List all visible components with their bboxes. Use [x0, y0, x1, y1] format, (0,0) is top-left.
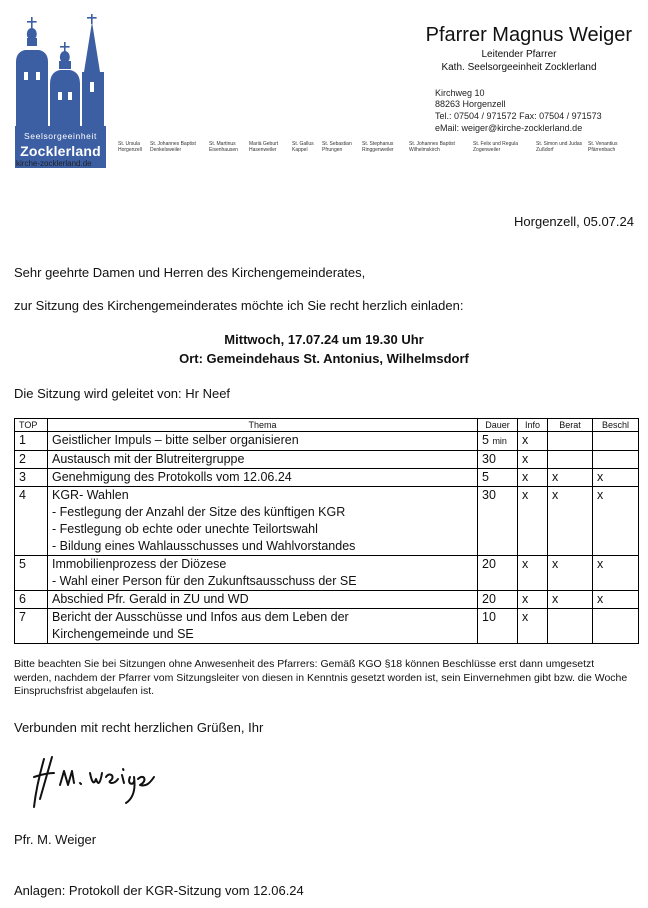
- agenda-row: [15, 432, 639, 451]
- agenda-berat-mark: [548, 451, 593, 469]
- agenda-row: [15, 556, 639, 591]
- agenda-topic-title: Genehmigung des Protokolls vom 12.06.24: [52, 470, 292, 484]
- agenda-topic-title: Abschied Pfr. Gerald in ZU und WD: [52, 592, 249, 606]
- parish-place: Zogenweiler: [473, 147, 501, 153]
- col-header-info: Info: [518, 419, 548, 432]
- agenda-berat-mark: [548, 609, 593, 644]
- col-header-topic: Thema: [48, 419, 478, 432]
- handwritten-signature: [30, 755, 170, 815]
- salutation: Sehr geehrte Damen und Herren des Kirchengemeinderates,: [14, 265, 366, 280]
- church-skyline-icon: [14, 14, 108, 126]
- agenda-berat-mark: x: [548, 556, 593, 591]
- agenda-info-mark: x: [518, 609, 548, 644]
- agenda-info-mark: x: [518, 556, 548, 591]
- agenda-topic-title: KGR- Wahlen: [52, 488, 129, 502]
- agenda-topic-title: Immobilienprozess der Diözese: [52, 557, 227, 571]
- agenda-row: [15, 591, 639, 609]
- agenda-berat-mark: x: [548, 591, 593, 609]
- agenda-beschl-mark: x: [593, 591, 639, 609]
- agenda-topic-subitem: - Wahl einer Person für den Zukunftsausschuss der SE: [52, 574, 357, 588]
- agenda-topic-title: Geistlicher Impuls – bitte selber organisieren: [52, 433, 299, 447]
- agenda-info-mark: x: [518, 591, 548, 609]
- parish-place: Pfärrenbach: [588, 147, 616, 153]
- parish-name: St. Stephanus: [362, 141, 394, 147]
- agenda-duration: [478, 469, 518, 487]
- agenda-duration-value: 10: [482, 610, 496, 624]
- parish-name: St. Johannes Baptist: [409, 141, 455, 147]
- parish-name: St. Gallus: [292, 141, 314, 147]
- agenda-beschl-mark: [593, 451, 639, 469]
- agenda-duration-value: 20: [482, 592, 496, 606]
- parish-place: Wilhelmskirch: [409, 147, 440, 153]
- agenda-topic: [48, 556, 478, 591]
- agenda-info-mark: x: [518, 432, 548, 451]
- parish-entry: [209, 141, 238, 153]
- agenda-top-number: 4: [15, 487, 48, 556]
- parish-place: Denkelsweiler: [150, 147, 182, 153]
- parish-entry: [150, 141, 196, 153]
- agenda-duration-value: 5: [482, 470, 489, 484]
- agenda-row: [15, 487, 639, 556]
- parish-list: [118, 141, 638, 155]
- agenda-duration: [478, 556, 518, 591]
- agenda-beschl-mark: [593, 432, 639, 451]
- agenda-berat-mark: [548, 432, 593, 451]
- sender-city: 88263 Horgenzell: [435, 99, 506, 109]
- agenda-rows: [15, 432, 639, 644]
- agenda-duration-value: 30: [482, 452, 496, 466]
- agenda-beschl-mark: x: [593, 469, 639, 487]
- agenda-duration: [478, 609, 518, 644]
- agenda-topic: [48, 451, 478, 469]
- agenda-duration: [478, 451, 518, 469]
- agenda-beschl-mark: [593, 609, 639, 644]
- letter-date: Horgenzell, 05.07.24: [514, 214, 634, 229]
- agenda-row: [15, 609, 639, 644]
- agenda-top-number: 1: [15, 432, 48, 451]
- agenda-top-number: 6: [15, 591, 48, 609]
- parish-place: Kappel: [292, 147, 308, 153]
- agenda-berat-mark: x: [548, 469, 593, 487]
- parish-name: St. Simon und Judas: [536, 141, 583, 147]
- agenda-duration-unit: min: [492, 436, 507, 446]
- attachments-line: Anlagen: Protokoll der KGR-Sitzung vom 12.06.24: [14, 883, 304, 898]
- closing-text: Verbunden mit recht herzlichen Grüßen, Ihr: [14, 720, 264, 735]
- agenda-duration: [478, 487, 518, 556]
- agenda-topic-subitem: - Festlegung der Anzahl der Sitze des künftigen KGR: [52, 505, 346, 519]
- agenda-duration: [478, 432, 518, 451]
- agenda-top-number: 3: [15, 469, 48, 487]
- parish-name: St. Sebastian: [322, 141, 352, 147]
- agenda-duration-value: 20: [482, 557, 496, 571]
- agenda-topic: [48, 591, 478, 609]
- agenda-top-number: 2: [15, 451, 48, 469]
- agenda-duration: [478, 591, 518, 609]
- parish-entry: [322, 141, 352, 153]
- parish-place: Eisenhausen: [209, 147, 238, 153]
- agenda-info-mark: x: [518, 487, 548, 556]
- agenda-topic-subitem: - Festlegung ob echte oder unechte Teilortswahl: [52, 522, 318, 536]
- agenda-beschl-mark: x: [593, 487, 639, 556]
- parish-name: St. Felix und Regula: [473, 141, 519, 147]
- parish-name: St. Ursula: [118, 141, 140, 147]
- agenda-info-mark: x: [518, 451, 548, 469]
- parish-entry: [536, 141, 582, 153]
- agenda-duration-value: 30: [482, 488, 496, 502]
- agenda-topic-title: Bericht der Ausschüsse und Infos aus dem Leben der: [52, 610, 349, 624]
- parish-entry: [362, 141, 394, 153]
- parish-place: Pfrungen: [322, 147, 343, 153]
- parish-entry: [249, 141, 278, 153]
- agenda-info-mark: x: [518, 469, 548, 487]
- col-header-berat: Berat: [548, 419, 593, 432]
- logo-line2: Zocklerland: [20, 143, 101, 159]
- col-header-top: TOP: [15, 419, 48, 432]
- parish-entry: [118, 141, 142, 153]
- agenda-topic: [48, 609, 478, 644]
- signature-name: Pfr. M. Weiger: [14, 832, 97, 847]
- parish-name: St. Johannes Baptist: [150, 141, 196, 147]
- agenda-row: [15, 469, 639, 487]
- sender-name: Pfarrer Magnus Weiger: [425, 24, 632, 46]
- agenda-topic-subitem: - Bildung eines Wahlausschusses und Wahlvorstandes: [52, 539, 356, 553]
- parish-logo: [14, 14, 108, 164]
- parish-place: Zußdorf: [536, 147, 554, 153]
- agenda-top-number: 7: [15, 609, 48, 644]
- agenda-beschl-mark: x: [593, 556, 639, 591]
- parish-entry: [473, 141, 518, 153]
- agenda-header-row: [15, 419, 639, 432]
- chair-line: Die Sitzung wird geleitet von: Hr Neef: [14, 386, 231, 401]
- meeting-where: Ort: Gemeindehaus St. Antonius, Wilhelmsdorf: [179, 351, 469, 366]
- parish-entry: [292, 141, 314, 153]
- agenda-top-number: 5: [15, 556, 48, 591]
- parish-name: Mariä Geburt: [249, 141, 279, 147]
- agenda-berat-mark: x: [548, 487, 593, 556]
- col-header-duration: Dauer: [478, 419, 518, 432]
- sender-role: Leitender Pfarrer: [481, 49, 557, 60]
- col-header-beschl: Beschl: [593, 419, 639, 432]
- agenda-topic-title: Austausch mit der Blutreitergruppe: [52, 452, 245, 466]
- sender-street: Kirchweg 10: [435, 88, 485, 98]
- invitation-text: zur Sitzung des Kirchengemeinderates möchte ich Sie recht herzlich einladen:: [14, 298, 464, 313]
- sender-phone: Tel.: 07504 / 971572 Fax: 07504 / 971573: [435, 111, 602, 121]
- agenda-topic-subitem: Kirchengemeinde und SE: [52, 627, 194, 641]
- parish-place: Horgenzell: [118, 147, 142, 153]
- agenda-topic: [48, 432, 478, 451]
- agenda-table: [14, 418, 639, 644]
- logo-line1: Seelsorgeeinheit: [24, 131, 97, 141]
- sender-org: Kath. Seelsorgeeinheit Zocklerland: [441, 62, 597, 73]
- meeting-when: Mittwoch, 17.07.24 um 19.30 Uhr: [224, 332, 424, 347]
- parish-entry: [588, 141, 617, 153]
- logo-url: kirche-zocklerland.de: [16, 159, 92, 168]
- agenda-duration-value: 5: [482, 433, 489, 447]
- sender-email: eMail: weiger@kirche-zocklerland.de: [435, 123, 583, 133]
- parish-place: Ringgenweiler: [362, 147, 394, 153]
- legal-note: Bitte beachten Sie bei Sitzungen ohne Anwesenheit des Pfarrers: Gemäß KGO §18 können Beschlüsse erst dann umgesetzt werden, nachdem der Pfarrer vom Sitzungsleiter von diesen in Kenntnis gesetzt worden ist, sein Einvernehmen gibt bzw. die Woche Einspruchsfrist abgelaufen ist.: [14, 658, 628, 697]
- agenda-topic: [48, 469, 478, 487]
- parish-place: Hasenweiler: [249, 147, 277, 153]
- agenda-topic: [48, 487, 478, 556]
- parish-entry: [409, 141, 455, 153]
- parish-name: St. Martinus: [209, 141, 236, 147]
- agenda-row: [15, 451, 639, 469]
- parish-name: St. Venantius: [588, 141, 618, 147]
